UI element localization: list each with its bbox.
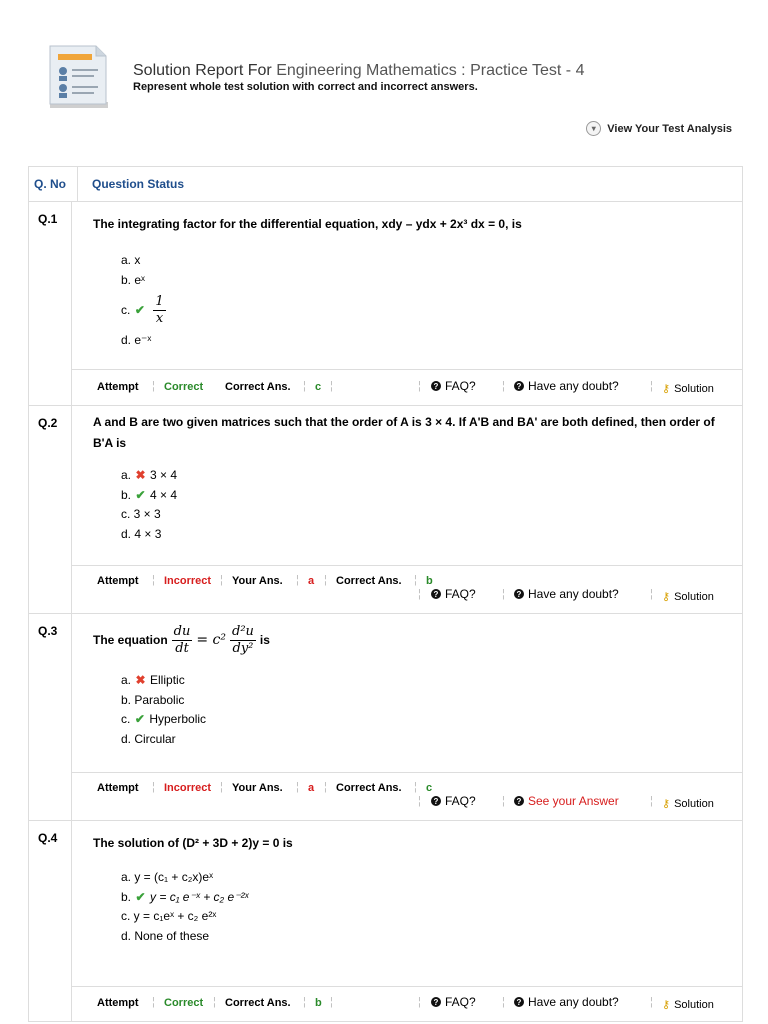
fraction-numerator: 1 [155,294,164,309]
solution-label: Solution [674,797,714,810]
question-number: Q.4 [29,821,72,1021]
correct-answer-label: Correct Ans. [225,997,291,1009]
option-b: b. ✔ 4 × 4 [121,486,742,506]
question-circle-icon: ? [431,796,441,806]
view-test-analysis-label: View Your Test Analysis [607,122,732,135]
solution-link[interactable] [662,998,714,1011]
faq-link[interactable] [431,379,476,393]
solution-label: Solution [674,590,714,603]
question-circle-icon: ? [514,381,524,391]
correct-answer-label: Correct Ans. [225,381,291,393]
solution-link[interactable] [662,382,714,395]
attempt-status: Incorrect [164,575,212,587]
question-circle-icon: ? [514,796,524,806]
options-list [72,671,742,749]
chevron-down-icon: ▾ [586,121,601,136]
option-a: a. ✖ Elliptic [121,671,742,691]
question-number: Q.2 [29,406,72,613]
correct-answer-value: b [426,575,433,587]
equation-rhs [230,624,256,657]
column-header-qno: Q. No [29,167,78,201]
doubt-label: Have any doubt? [528,379,619,393]
incorrect-cross-icon: ✖ [135,673,146,687]
solution-label: Solution [674,382,714,395]
option-d: d. e⁻ˣ [121,333,152,347]
doubt-link[interactable] [514,587,619,601]
status-bar: Attempt ¦ Correct Correct Ans. ¦ c ¦ ¦ ? FAQ? ¦ ? Have any doubt? ¦ ⚷ Solution [72,369,742,405]
question-circle-icon: ? [514,589,524,599]
faq-label: FAQ? [445,587,476,601]
key-icon: ⚷ [662,798,671,810]
title-prefix: Solution Report For [133,62,272,79]
question-circle-icon: ? [431,589,441,599]
attempt-label: Attempt [97,782,139,794]
table-header [29,167,742,202]
doubt-label: Have any doubt? [528,995,619,1009]
question-text-prefix: The equation [93,633,168,647]
correct-check-icon: ✔ [135,487,146,502]
correct-answer-value: b [315,997,322,1009]
rhs-denominator: dy² [232,641,254,656]
options-list [72,868,742,946]
question-row-4 [29,821,742,1022]
question-text: The solution of (D² + 3D + 2)y = 0 is [93,836,293,850]
equation-mid: = c² [196,632,227,648]
fraction-denominator: x [155,311,164,326]
status-bar: Attempt ¦ Correct ¦ Correct Ans. ¦ b ¦ ¦ ? FAQ? ¦ ? Have any doubt? ¦ ⚷ Solution [72,986,742,1021]
option-a: a. y = (c₁ + c₂x)eˣ [121,870,214,884]
your-answer-label: Your Ans. [232,782,283,794]
correct-answer-label: Correct Ans. [336,782,402,794]
key-icon: ⚷ [662,383,671,395]
option-c-label: c. [121,302,131,317]
incorrect-cross-icon: ✖ [135,468,146,482]
option-d: d. Circular [121,731,176,746]
correct-check-icon: ✔ [134,302,145,317]
options-list [72,466,742,544]
correct-check-icon: ✔ [135,889,146,904]
option-d: d. 4 × 3 [121,526,162,541]
status-bar: Attempt ¦ Incorrect ¦ Your Ans. ¦ a ¦ Correct Ans. ¦ b ¦ ? FAQ? ¦ ? Have any doubt? ¦ ⚷ Solution [72,565,742,613]
key-icon: ⚷ [662,591,671,603]
solution-table [28,166,743,1022]
rhs-numerator: d²u [232,624,254,639]
question-text-suffix: is [259,633,270,647]
view-test-analysis-link[interactable] [586,121,732,136]
option-c-fraction [153,294,165,327]
options-list [72,251,742,351]
faq-link[interactable] [431,587,476,601]
title-exam-name: Engineering Mathematics : Practice Test - 4 [276,62,585,79]
see-your-answer-label: See your Answer [528,794,619,808]
lhs-denominator: dt [175,641,189,656]
your-answer-value: a [308,782,315,794]
question-number: Q.1 [29,202,72,405]
attempt-label: Attempt [97,997,139,1009]
attempt-status: Incorrect [164,782,212,794]
question-text [72,614,742,657]
faq-label: FAQ? [445,794,476,808]
correct-answer-value: c [426,782,433,794]
option-c: c. ✔ Hyperbolic [121,710,742,730]
key-icon: ⚷ [662,999,671,1011]
option-a: a. ✖ 3 × 4 [121,466,742,486]
question-number: Q.3 [29,614,72,820]
question-row-3 [29,614,742,821]
option-c: c. y = c₁eˣ + c₂ e²ˣ [121,909,217,923]
page-title [133,62,584,80]
question-circle-icon: ? [431,997,441,1007]
question-row-2 [29,406,742,614]
faq-label: FAQ? [445,995,476,1009]
correct-answer-label: Correct Ans. [336,575,402,587]
question-row-1 [29,202,742,406]
option-b: b. Parabolic [121,692,185,707]
doubt-link[interactable] [514,995,619,1009]
solution-link[interactable] [662,797,714,810]
option-d: d. None of these [121,928,210,943]
question-text: A and B are two given matrices such that the order of A is 3 × 4. If A'B and BA' are both defined, then order of B'A is [93,415,715,450]
doubt-link[interactable] [514,379,619,393]
correct-check-icon: ✔ [134,712,145,726]
report-document-icon [44,44,114,110]
doubt-label: Have any doubt? [528,587,619,601]
option-a: a. x [121,253,141,267]
question-text: The integrating factor for the differential equation, xdy – ydx + 2x³ dx = 0, is [93,217,522,231]
attempt-label: Attempt [97,381,139,393]
option-c: c. 3 × 3 [121,507,161,521]
faq-link[interactable] [431,995,476,1009]
your-answer-label: Your Ans. [232,575,283,587]
attempt-label: Attempt [97,575,139,587]
your-answer-value: a [308,575,315,587]
question-circle-icon: ? [431,381,441,391]
status-bar: Attempt ¦ Incorrect ¦ Your Ans. ¦ a ¦ Correct Ans. ¦ c ¦ ? FAQ? ¦ ? See your Answer ¦ ⚷ Solution [72,772,742,820]
faq-label: FAQ? [445,379,476,393]
option-c [121,294,742,327]
see-your-answer-link[interactable] [514,794,619,808]
column-header-status: Question Status [92,177,185,191]
attempt-status: Correct [164,997,204,1009]
lhs-numerator: du [173,624,191,639]
solution-label: Solution [674,998,714,1011]
option-b: b. eˣ [121,272,145,287]
equation-lhs [172,624,193,657]
faq-link[interactable] [431,794,476,808]
attempt-status: Correct [164,381,204,393]
solution-link[interactable] [662,590,714,603]
option-b: b. ✔ y = c₁ e⁻ˣ + c₂ e⁻²ˣ [121,888,742,908]
question-circle-icon: ? [514,997,524,1007]
correct-answer-value: c [315,381,322,393]
page-subtitle: Represent whole test solution with correct and incorrect answers. [133,81,478,93]
